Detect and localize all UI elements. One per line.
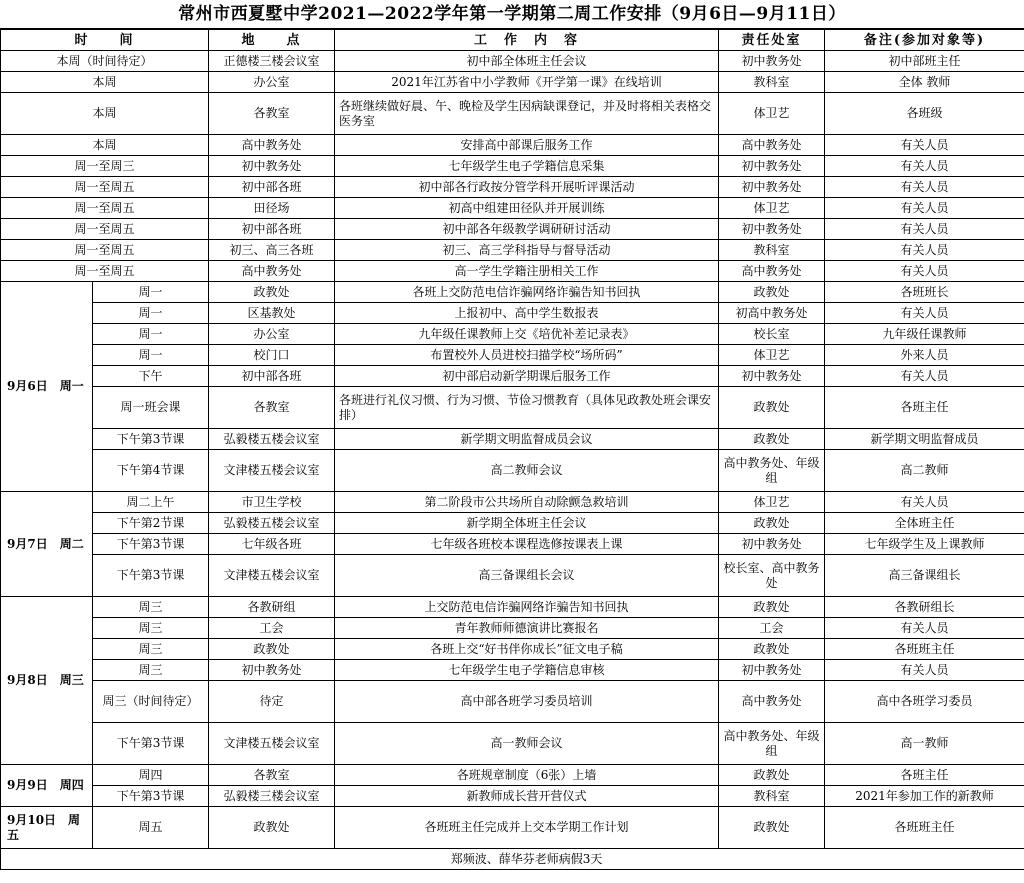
row-time: 周一至周五 — [1, 240, 209, 261]
schedule-table — [0, 29, 1024, 870]
table-row — [1, 450, 1024, 492]
row-note: 各班班主任 — [825, 639, 1024, 660]
row-time: 周一至周五 — [1, 177, 209, 198]
table-row — [1, 387, 1024, 429]
row-note: 各班班主任 — [825, 807, 1024, 849]
row-dept: 高中教务处 — [719, 261, 825, 282]
row-dept: 体卫艺 — [719, 198, 825, 219]
row-dept: 初中教务处 — [719, 51, 825, 72]
row-place: 文津楼五楼会议室 — [209, 555, 335, 597]
row-time: 周三（时间待定） — [93, 681, 209, 723]
header-content: 工 作 内 容 — [335, 30, 719, 51]
row-place: 待定 — [209, 681, 335, 723]
row-place: 初中教务处 — [209, 660, 335, 681]
table-row — [1, 345, 1024, 366]
row-dept: 教科室 — [719, 786, 825, 807]
row-dept: 体卫艺 — [719, 93, 825, 135]
row-dept: 教科室 — [719, 72, 825, 93]
header-row — [1, 30, 1024, 51]
row-time: 下午第3节课 — [93, 555, 209, 597]
row-time: 下午第3节课 — [93, 786, 209, 807]
row-content: 高二教师会议 — [335, 450, 719, 492]
page-title: 常州市西夏墅中学2021—2022学年第一学期第二周工作安排（9月6日—9月11日） — [0, 0, 1024, 29]
table-row — [1, 429, 1024, 450]
row-place: 高中教务处 — [209, 135, 335, 156]
row-note: 外来人员 — [825, 345, 1024, 366]
row-time: 下午第3节课 — [93, 723, 209, 765]
row-content: 各班上交“好书伴你成长”征文电子稿 — [335, 639, 719, 660]
footer-note: 郑频波、薛华芬老师病假3天 — [335, 849, 719, 870]
row-place: 政教处 — [209, 807, 335, 849]
row-place: 办公室 — [209, 72, 335, 93]
row-note: 有关人员 — [825, 261, 1024, 282]
row-time: 周三 — [93, 639, 209, 660]
row-dept: 教科室 — [719, 240, 825, 261]
table-row — [1, 660, 1024, 681]
row-dept: 初中教务处 — [719, 534, 825, 555]
row-note: 有关人员 — [825, 156, 1024, 177]
row-content: 各班继续做好晨、午、晚检及学生因病缺课登记，并及时将相关表格交医务室 — [335, 93, 719, 135]
row-note: 各班班长 — [825, 282, 1024, 303]
row-time: 本周 — [1, 135, 209, 156]
row-note: 各教研组长 — [825, 597, 1024, 618]
row-place: 政教处 — [209, 639, 335, 660]
row-time: 周一 — [93, 303, 209, 324]
table-row — [1, 219, 1024, 240]
row-content: 上交防范电信诈骗网络诈骗告知书回执 — [335, 597, 719, 618]
row-content: 新学期全体班主任会议 — [335, 513, 719, 534]
row-time: 周五 — [93, 807, 209, 849]
row-content: 新学期文明监督成员会议 — [335, 429, 719, 450]
row-note: 九年级任课教师 — [825, 324, 1024, 345]
row-dept: 初高中教务处 — [719, 303, 825, 324]
row-content: 七年级学生电子学籍信息审核 — [335, 660, 719, 681]
row-time: 周一至周五 — [1, 261, 209, 282]
row-content: 初中部各年级教学调研研讨活动 — [335, 219, 719, 240]
row-content: 初中部各行政按分管学科开展听评课活动 — [335, 177, 719, 198]
row-dept: 初中教务处 — [719, 156, 825, 177]
row-note: 有关人员 — [825, 135, 1024, 156]
row-note: 高中各班学习委员 — [825, 681, 1024, 723]
row-place: 各教室 — [209, 765, 335, 786]
row-content: 各班上交防范电信诈骗网络诈骗告知书回执 — [335, 282, 719, 303]
row-content: 高三备课组长会议 — [335, 555, 719, 597]
row-time: 下午第4节课 — [93, 450, 209, 492]
row-dept: 政教处 — [719, 639, 825, 660]
table-row — [1, 261, 1024, 282]
row-dept: 政教处 — [719, 513, 825, 534]
row-dept: 政教处 — [719, 765, 825, 786]
table-row — [1, 555, 1024, 597]
row-note: 有关人员 — [825, 219, 1024, 240]
row-content: 各班规章制度（6张）上墙 — [335, 765, 719, 786]
row-content: 第二阶段市公共场所自动除颤急救培训 — [335, 492, 719, 513]
row-place: 各教室 — [209, 387, 335, 429]
row-time: 周三 — [93, 618, 209, 639]
row-dept: 初中教务处 — [719, 177, 825, 198]
row-note: 有关人员 — [825, 366, 1024, 387]
table-row — [1, 618, 1024, 639]
row-dept: 初中教务处 — [719, 366, 825, 387]
table-row — [1, 534, 1024, 555]
row-time: 周四 — [93, 765, 209, 786]
table-row — [1, 513, 1024, 534]
header-place: 地 点 — [209, 30, 335, 51]
row-time: 周一 — [93, 345, 209, 366]
row-place: 田径场 — [209, 198, 335, 219]
row-time: 本周（时间待定） — [1, 51, 209, 72]
row-dept: 初中教务处 — [719, 660, 825, 681]
row-note: 各班主任 — [825, 765, 1024, 786]
row-place: 市卫生学校 — [209, 492, 335, 513]
row-dept: 高中教务处、年级组 — [719, 723, 825, 765]
row-place: 弘毅楼五楼会议室 — [209, 513, 335, 534]
row-place: 初中部各班 — [209, 366, 335, 387]
row-place: 办公室 — [209, 324, 335, 345]
table-row — [1, 786, 1024, 807]
row-place: 初中部各班 — [209, 219, 335, 240]
row-note: 初中部班主任 — [825, 51, 1024, 72]
row-content: 初中部启动新学期课后服务工作 — [335, 366, 719, 387]
row-content: 各班进行礼仪习惯、行为习惯、节俭习惯教育（具体见政教处班会课安排） — [335, 387, 719, 429]
row-time: 周三 — [93, 597, 209, 618]
row-dept: 政教处 — [719, 429, 825, 450]
row-time: 周一 — [93, 324, 209, 345]
row-place: 政教处 — [209, 282, 335, 303]
table-row — [1, 723, 1024, 765]
table-row — [1, 156, 1024, 177]
table-row — [1, 639, 1024, 660]
header-time: 时 间 — [1, 30, 209, 51]
table-row — [1, 492, 1024, 513]
row-note: 有关人员 — [825, 660, 1024, 681]
row-dept: 高中教务处、年级组 — [719, 450, 825, 492]
row-content: 高一教师会议 — [335, 723, 719, 765]
row-place: 正德楼三楼会议室 — [209, 51, 335, 72]
row-content: 上报初中、高中学生数报表 — [335, 303, 719, 324]
day-date: 9月7日 周二 — [1, 492, 93, 597]
header-dept: 责任处室 — [719, 30, 825, 51]
row-place: 高中教务处 — [209, 261, 335, 282]
day-date: 9月10日 周五 — [1, 807, 93, 849]
row-time: 下午第3节课 — [93, 534, 209, 555]
row-place: 初中部各班 — [209, 177, 335, 198]
day-date: 9月6日 周一 — [1, 282, 93, 492]
table-row — [1, 93, 1024, 135]
table-row — [1, 282, 1024, 303]
table-row — [1, 765, 1024, 786]
table-row — [1, 366, 1024, 387]
row-time: 周一至周五 — [1, 219, 209, 240]
row-time: 下午 — [93, 366, 209, 387]
row-time: 周二上午 — [93, 492, 209, 513]
row-place: 初中教务处 — [209, 156, 335, 177]
row-place: 文津楼五楼会议室 — [209, 723, 335, 765]
row-content: 2021年江苏省中小学教师《开学第一课》在线培训 — [335, 72, 719, 93]
row-content: 七年级各班校本课程选修按课表上课 — [335, 534, 719, 555]
row-place: 区基教处 — [209, 303, 335, 324]
row-note: 有关人员 — [825, 198, 1024, 219]
table-row — [1, 597, 1024, 618]
row-time: 下午第2节课 — [93, 513, 209, 534]
row-content: 初中部全体班主任会议 — [335, 51, 719, 72]
row-content: 九年级任课教师上交《培优补差记录表》 — [335, 324, 719, 345]
footer-row — [1, 849, 1024, 870]
row-note: 有关人员 — [825, 618, 1024, 639]
row-place: 弘毅楼五楼会议室 — [209, 429, 335, 450]
row-dept: 政教处 — [719, 597, 825, 618]
table-row — [1, 324, 1024, 345]
row-note: 新学期文明监督成员 — [825, 429, 1024, 450]
row-time: 周一 — [93, 282, 209, 303]
row-content: 各班班主任完成并上交本学期工作计划 — [335, 807, 719, 849]
row-content: 高一学生学籍注册相关工作 — [335, 261, 719, 282]
row-dept: 高中教务处 — [719, 135, 825, 156]
table-row — [1, 240, 1024, 261]
row-place: 文津楼五楼会议室 — [209, 450, 335, 492]
row-dept: 校长室、高中教务处 — [719, 555, 825, 597]
day-date: 9月8日 周三 — [1, 597, 93, 765]
row-content: 初三、高三学科指导与督导活动 — [335, 240, 719, 261]
row-note: 有关人员 — [825, 177, 1024, 198]
row-place: 弘毅楼三楼会议室 — [209, 786, 335, 807]
table-row — [1, 177, 1024, 198]
row-note: 各班级 — [825, 93, 1024, 135]
row-time: 周三 — [93, 660, 209, 681]
row-dept: 工会 — [719, 618, 825, 639]
row-dept: 体卫艺 — [719, 492, 825, 513]
row-note: 2021年参加工作的新教师 — [825, 786, 1024, 807]
row-place: 各教室 — [209, 93, 335, 135]
table-row — [1, 681, 1024, 723]
table-row — [1, 303, 1024, 324]
row-note: 七年级学生及上课教师 — [825, 534, 1024, 555]
table-row — [1, 198, 1024, 219]
row-dept: 体卫艺 — [719, 345, 825, 366]
row-time: 本周 — [1, 72, 209, 93]
row-content: 安排高中部课后服务工作 — [335, 135, 719, 156]
row-time: 下午第3节课 — [93, 429, 209, 450]
row-note: 有关人员 — [825, 492, 1024, 513]
row-note: 全体班主任 — [825, 513, 1024, 534]
row-content: 初高中组建田径队并开展训练 — [335, 198, 719, 219]
row-dept: 校长室 — [719, 324, 825, 345]
row-place: 各教研组 — [209, 597, 335, 618]
table-row — [1, 72, 1024, 93]
header-note: 备注(参加对象等) — [825, 30, 1024, 51]
row-time: 本周 — [1, 93, 209, 135]
row-time: 周一班会课 — [93, 387, 209, 429]
row-note: 高三备课组长 — [825, 555, 1024, 597]
row-time: 周一至周三 — [1, 156, 209, 177]
row-note: 高二教师 — [825, 450, 1024, 492]
row-time: 周一至周五 — [1, 198, 209, 219]
row-dept: 高中教务处 — [719, 681, 825, 723]
row-content: 新教师成长营开营仪式 — [335, 786, 719, 807]
row-content: 七年级学生电子学籍信息采集 — [335, 156, 719, 177]
row-content: 青年教师师德演讲比赛报名 — [335, 618, 719, 639]
row-note: 全体 教师 — [825, 72, 1024, 93]
row-dept: 政教处 — [719, 282, 825, 303]
row-content: 高中部各班学习委员培训 — [335, 681, 719, 723]
row-place: 工会 — [209, 618, 335, 639]
day-date: 9月9日 周四 — [1, 765, 93, 807]
table-row — [1, 807, 1024, 849]
row-place: 七年级各班 — [209, 534, 335, 555]
row-place: 初三、高三各班 — [209, 240, 335, 261]
row-note: 有关人员 — [825, 303, 1024, 324]
row-content: 布置校外人员进校扫描学校“场所码” — [335, 345, 719, 366]
row-note: 高一教师 — [825, 723, 1024, 765]
row-note: 各班主任 — [825, 387, 1024, 429]
schedule-body — [1, 51, 1024, 849]
row-place: 校门口 — [209, 345, 335, 366]
row-dept: 政教处 — [719, 807, 825, 849]
row-dept: 初中教务处 — [719, 219, 825, 240]
table-row — [1, 51, 1024, 72]
row-note: 有关人员 — [825, 240, 1024, 261]
table-row — [1, 135, 1024, 156]
row-dept: 政教处 — [719, 387, 825, 429]
